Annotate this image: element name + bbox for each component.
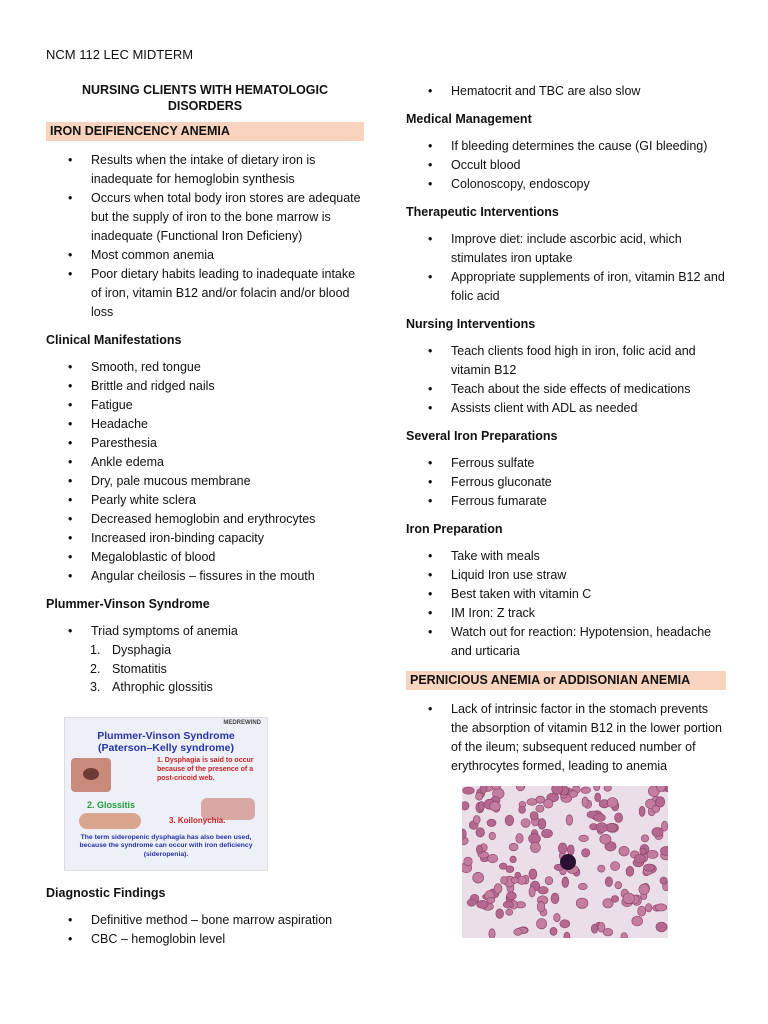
red-blood-cell <box>489 929 495 938</box>
red-blood-cell <box>530 812 538 821</box>
iron-deficiency-list <box>46 151 364 322</box>
red-blood-cell <box>490 802 501 811</box>
dysphagia-photo <box>71 758 111 792</box>
red-blood-cell <box>536 805 544 812</box>
plummer-vinson-figure <box>64 717 268 871</box>
red-blood-cell <box>477 900 489 908</box>
red-blood-cell <box>594 786 600 791</box>
red-blood-cell <box>503 901 513 908</box>
list-item: • Ferrous sulfate <box>451 454 726 473</box>
list-text: Athrophic glossitis <box>112 680 213 694</box>
therapeutic-interventions-heading: Therapeutic Interventions <box>406 205 559 219</box>
list-item: • Lack of intrinsic factor in the stomach prevents the absorption of vitamin B12 in the lower portion of the ileum; subsequent reduced number of erythrocytes formed, leading to anemia <box>451 700 726 776</box>
document-header: NCM 112 LEC MIDTERM <box>46 47 194 62</box>
red-blood-cell <box>581 787 591 794</box>
red-blood-cell <box>551 893 559 904</box>
red-blood-cell <box>639 806 645 816</box>
list-item: • Ferrous fumarate <box>451 492 726 511</box>
figure-caption-note: The term sideropenic dysphagia has also been used, because the syndrome can occur with iron deficiency (sideropenia). <box>79 833 253 858</box>
red-blood-cell <box>463 787 475 794</box>
red-blood-cell <box>464 857 473 866</box>
plummer-vinson-list <box>46 622 364 641</box>
plummer-vinson-heading: Plummer-Vinson Syndrome <box>46 597 210 611</box>
red-blood-cell <box>488 854 498 863</box>
red-blood-cell <box>506 909 513 915</box>
red-blood-cell <box>538 819 546 830</box>
figure-title-line: (Paterson–Kelly syndrome) <box>98 741 234 754</box>
red-blood-cell <box>467 899 476 906</box>
list-item: • Smooth, red tongue <box>91 358 364 377</box>
red-blood-cell <box>545 877 553 885</box>
list-item: • Triad symptoms of anemia <box>91 622 364 641</box>
red-blood-cell <box>652 827 663 836</box>
red-blood-cell <box>516 834 523 844</box>
iron-deficiency-heading: IRON DEIFIENCENCY ANEMIA <box>46 122 364 141</box>
red-blood-cell <box>594 814 606 822</box>
hematocrit-list <box>406 82 726 101</box>
nursing-interventions-heading: Nursing Interventions <box>406 317 536 331</box>
list-item: • Paresthesia <box>91 434 364 453</box>
red-blood-cell <box>480 786 487 793</box>
list-item: • If bleeding determines the cause (GI bleeding) <box>451 137 726 156</box>
red-blood-cell <box>595 793 601 802</box>
red-blood-cell <box>604 786 611 791</box>
red-blood-cell <box>558 843 567 854</box>
medical-management-heading: Medical Management <box>406 112 532 126</box>
red-blood-cell <box>582 849 590 858</box>
red-blood-cell <box>550 927 557 935</box>
several-iron-preparations-list <box>406 454 726 511</box>
list-item: • Teach clients food high in iron, folic acid and vitamin B12 <box>451 342 726 380</box>
red-blood-cell <box>615 882 622 889</box>
red-blood-cell <box>621 933 628 939</box>
red-blood-cell <box>582 797 588 807</box>
pernicious-anemia-list <box>406 700 726 776</box>
figure-title-line: Plummer-Vinson Syndrome <box>97 729 235 742</box>
red-blood-cell <box>473 815 480 824</box>
red-blood-cell <box>596 823 607 833</box>
red-blood-cell <box>641 835 648 842</box>
figure-caption-glossitis: 2. Glossitis <box>87 799 136 810</box>
red-blood-cell <box>501 877 508 885</box>
clinical-manifestations-list <box>46 358 364 586</box>
red-blood-cell <box>656 922 667 932</box>
iron-preparation-list <box>406 547 726 661</box>
diagnostic-findings-list <box>46 911 364 949</box>
list-item: • Occurs when total body iron stores are adequate but the supply of iron to the bone marrow is inadequate (Functional Iron Deficieny) <box>91 189 364 246</box>
list-item: • Assists client with ADL as needed <box>451 399 726 418</box>
list-item: • Headache <box>91 415 364 434</box>
list-item: • Angular cheilosis – fissures in the mouth <box>91 567 364 586</box>
red-blood-cell <box>661 821 667 831</box>
red-blood-cell <box>496 909 504 919</box>
list-item: • Best taken with vitamin C <box>451 585 726 604</box>
red-blood-cell <box>510 856 516 863</box>
red-blood-cell <box>647 850 658 858</box>
red-blood-cell <box>552 786 563 794</box>
red-blood-cell <box>487 897 495 903</box>
lymphocyte-nucleus <box>560 854 576 870</box>
figure-brand: MEDREWIND <box>223 719 261 726</box>
red-blood-cell <box>514 929 523 936</box>
red-blood-cell <box>476 845 482 854</box>
list-item: • Brittle and ridged nails <box>91 377 364 396</box>
red-blood-cell <box>626 866 634 876</box>
red-blood-cell <box>623 893 635 904</box>
list-text: Stomatitis <box>112 661 167 676</box>
red-blood-cell <box>567 845 574 855</box>
red-blood-cell <box>462 802 469 811</box>
list-item: • Poor dietary habits leading to inadequate intake of iron, vitamin B12 and/or folacin and/or blood loss <box>91 265 364 322</box>
list-number: 1. <box>90 643 101 657</box>
red-blood-cell <box>611 862 620 871</box>
red-blood-cell <box>487 819 496 826</box>
red-blood-cell <box>537 901 545 912</box>
red-blood-cell <box>476 828 485 837</box>
list-item <box>90 660 364 679</box>
red-blood-cell <box>499 863 507 869</box>
red-blood-cell <box>638 906 646 916</box>
figure-caption-koilonychia: 3. Koilonychia. <box>169 815 226 825</box>
red-blood-cell <box>529 869 537 879</box>
red-blood-cell <box>564 932 570 938</box>
list-item: • Dry, pale mucous membrane <box>91 472 364 491</box>
list-item: • Teach about the side effects of medications <box>451 380 726 399</box>
red-blood-cell <box>512 877 519 883</box>
red-blood-cell <box>576 898 588 908</box>
list-item: • Hematocrit and TBC are also slow <box>451 82 726 101</box>
diagnostic-findings-heading: Diagnostic Findings <box>46 885 166 900</box>
list-item: • Ferrous gluconate <box>451 473 726 492</box>
red-blood-cell <box>537 919 547 929</box>
list-item: • IM Iron: Z track <box>451 604 726 623</box>
list-number: 3. <box>90 680 101 694</box>
red-blood-cell <box>569 791 578 798</box>
red-blood-cell <box>519 806 526 813</box>
figure-caption-dysphagia: 1. Dysphagia is said to occur because of the presence of a post-cricoid web. <box>157 756 254 782</box>
red-blood-cell <box>607 798 618 808</box>
red-blood-cell <box>562 877 569 888</box>
page-title: NURSING CLIENTS WITH HEMATOLOGIC DISORDERS <box>81 83 329 113</box>
red-blood-cell <box>521 819 530 828</box>
red-blood-cell <box>566 815 573 825</box>
red-blood-cell <box>530 842 540 852</box>
red-blood-cell <box>529 887 535 897</box>
list-item: • Decreased hemoglobin and erythrocytes <box>91 510 364 529</box>
red-blood-cell <box>527 799 537 806</box>
list-item: • Definitive method – bone marrow aspiration <box>91 911 364 930</box>
red-blood-cell <box>579 835 589 841</box>
therapeutic-interventions-list <box>406 230 726 306</box>
red-blood-cell <box>505 815 514 825</box>
blood-smear-image <box>462 786 668 938</box>
iron-preparation-heading: Iron Preparation <box>406 522 503 536</box>
list-item: • Results when the intake of dietary iron is inadequate for hemoglobin synthesis <box>91 151 364 189</box>
red-blood-cell <box>639 884 649 895</box>
red-blood-cell <box>644 864 655 871</box>
list-item: • Fatigue <box>91 396 364 415</box>
list-item: • Megaloblastic of blood <box>91 548 364 567</box>
red-blood-cell <box>656 797 665 807</box>
red-blood-cell <box>598 922 605 932</box>
red-blood-cell <box>605 877 612 887</box>
red-blood-cell <box>489 832 496 840</box>
list-item: • Take with meals <box>451 547 726 566</box>
list-item <box>90 678 364 697</box>
red-blood-cell <box>640 848 646 855</box>
pernicious-anemia-heading: PERNICIOUS ANEMIA or ADDISONIAN ANEMIA <box>406 671 726 690</box>
list-item: • Occult blood <box>451 156 726 175</box>
red-blood-cell <box>544 799 553 808</box>
red-blood-cell <box>591 924 598 933</box>
clinical-manifestations-heading: Clinical Manifestations <box>46 333 182 347</box>
triad-list <box>46 641 364 697</box>
red-blood-cell <box>554 913 561 921</box>
list-item: • Ankle edema <box>91 453 364 472</box>
red-blood-cell <box>655 904 667 911</box>
list-item: • Increased iron-binding capacity <box>91 529 364 548</box>
blood-smear-svg <box>462 786 668 938</box>
koilonychia-photo <box>79 813 141 829</box>
medical-management-list <box>406 137 726 194</box>
red-blood-cell <box>509 843 518 851</box>
left-column <box>46 82 364 949</box>
list-item: • Colonoscopy, endoscopy <box>451 175 726 194</box>
list-item: • Appropriate supplements of iron, vitamin B12 and folic acid <box>451 268 726 306</box>
nursing-interventions-list <box>406 342 726 418</box>
list-item: • Watch out for reaction: Hypotension, headache and urticaria <box>451 623 726 661</box>
red-blood-cell <box>611 896 618 903</box>
red-blood-cell <box>660 877 667 884</box>
list-text: Dysphagia <box>112 643 172 657</box>
red-blood-cell <box>598 865 605 872</box>
list-item: • Most common anemia <box>91 246 364 265</box>
list-item: • CBC – hemoglobin level <box>91 930 364 949</box>
list-item: • Liquid Iron use straw <box>451 566 726 585</box>
red-blood-cell <box>635 854 646 863</box>
figure-title <box>65 730 267 754</box>
list-item: • Pearly white sclera <box>91 491 364 510</box>
red-blood-cell <box>473 872 484 883</box>
red-blood-cell <box>646 904 652 912</box>
red-blood-cell <box>619 846 629 856</box>
red-blood-cell <box>560 920 570 928</box>
several-iron-preparations-heading: Several Iron Preparations <box>406 429 558 443</box>
red-blood-cell <box>578 883 587 889</box>
list-number: 2. <box>90 661 101 676</box>
red-blood-cell <box>476 793 483 801</box>
list-item <box>90 641 364 660</box>
list-item: • Improve diet: include ascorbic acid, which stimulates iron uptake <box>451 230 726 268</box>
red-blood-cell <box>542 829 553 837</box>
red-blood-cell <box>600 834 611 844</box>
red-blood-cell <box>615 813 623 823</box>
red-blood-cell <box>507 892 517 900</box>
red-blood-cell <box>494 884 502 894</box>
red-blood-cell <box>478 801 484 811</box>
right-column <box>406 82 726 938</box>
red-blood-cell <box>632 916 643 926</box>
